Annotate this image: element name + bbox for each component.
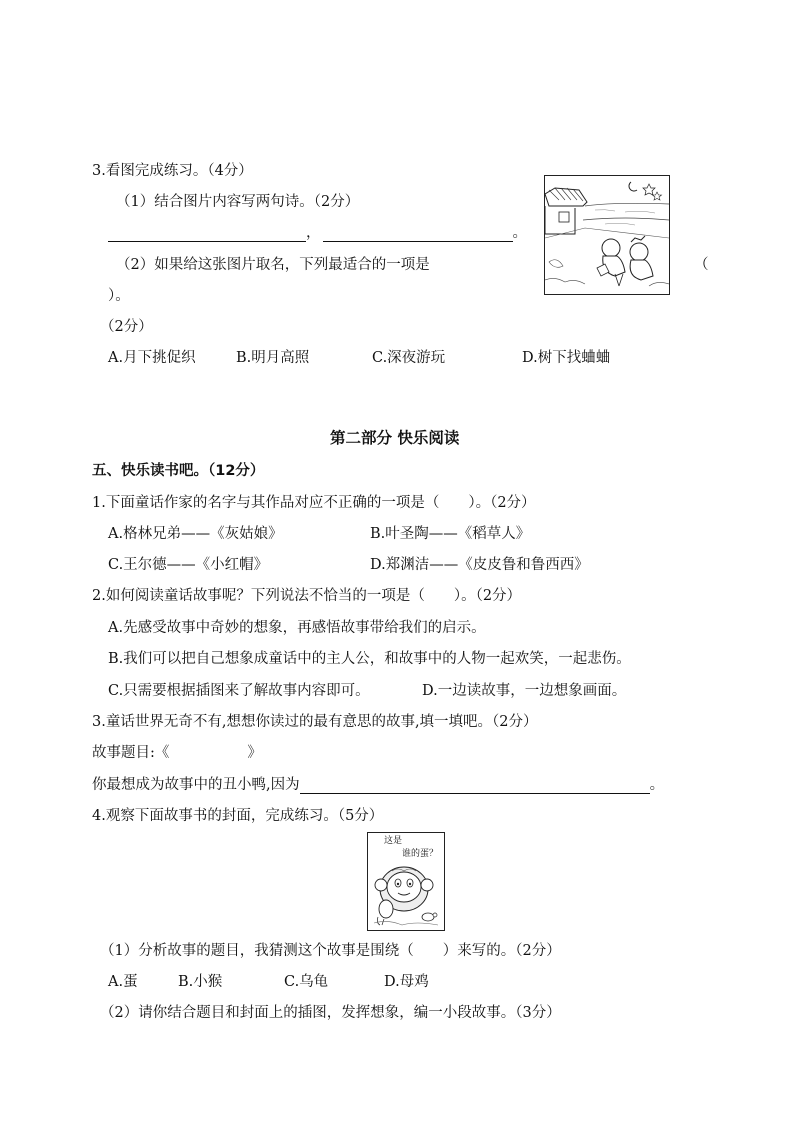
q3-option-a[interactable]: A.月下挑促织 <box>108 350 196 366</box>
s5-q1-option-a[interactable]: A.格林兄弟——《灰姑娘》 <box>108 526 283 542</box>
book-cover-illustration <box>367 832 445 931</box>
s5-q1-option-c[interactable]: C.王尔德——《小红帽》 <box>108 557 269 573</box>
night-scene-drawing <box>545 176 669 294</box>
s5-q4-option-a[interactable]: A.蛋 <box>108 974 138 990</box>
q3-score: （2分） <box>100 319 153 335</box>
q3-sub2: （2）如果给这张图片取名，下列最适合的一项是 <box>116 257 430 273</box>
s5-q4-sub1: （1）分析故事的题目，我猜测这个故事是围绕（ ）来写的。（2分） <box>100 943 561 959</box>
s5-q1-option-d[interactable]: D.郑渊洁——《皮皮鲁和鲁西西》 <box>370 557 589 573</box>
answer-blank-1[interactable] <box>108 225 306 242</box>
q3-sub2-end: ）。 <box>108 288 130 304</box>
s5-q3-stem: 3.童话世界无奇不有,想想你读过的最有意思的故事,填一填吧。（2分） <box>92 714 538 730</box>
s5-q4-option-b[interactable]: B.小猴 <box>178 974 223 990</box>
q3-sub2-paren: （ <box>694 257 709 273</box>
s5-q2-stem: 2.如何阅读童话故事呢？下列说法不恰当的一项是（ ）。（2分） <box>92 588 522 604</box>
s5-q2-option-d[interactable]: D.一边读故事，一边想象画面。 <box>422 683 627 699</box>
q3-option-c[interactable]: C.深夜游玩 <box>372 350 446 366</box>
reason-end: 。 <box>649 777 665 793</box>
s5-q4-stem: 4.观察下面故事书的封面，完成练习。（5分） <box>92 808 384 824</box>
s5-q3-reason <box>92 776 664 794</box>
part2-title: 第二部分 快乐阅读 <box>330 429 460 447</box>
q3-option-b[interactable]: B.明月高照 <box>236 350 310 366</box>
q3-option-d[interactable]: D.树下找蛐蛐 <box>522 350 611 366</box>
section5-heading: 五、快乐读书吧。（12分） <box>92 463 265 479</box>
story-title-close: 》 <box>247 745 262 761</box>
s5-q4-sub2: （2）请你结合题目和封面上的插图，发挥想象，编一小段故事。（3分） <box>100 1005 561 1021</box>
s5-q4-option-d[interactable]: D.母鸡 <box>384 974 429 990</box>
s5-q4-option-c[interactable]: C.乌龟 <box>284 974 329 990</box>
s5-q2-option-c[interactable]: C.只需要根据插图来了解故事内容即可。 <box>108 683 370 699</box>
period: 。 <box>512 225 527 241</box>
night-scene-illustration <box>544 175 670 295</box>
s5-q1-option-b[interactable]: B.叶圣陶——《稻草人》 <box>370 526 531 542</box>
answer-blank-2[interactable] <box>323 225 513 242</box>
cover-title-line1: 这是 <box>384 836 403 846</box>
s5-q3-story-title <box>92 744 262 762</box>
story-title-label: 故事题目:《 <box>92 745 170 761</box>
q3-title: 3.看图完成练习。（4分） <box>92 163 253 179</box>
s5-q2-option-b[interactable]: B.我们可以把自己想象成童话中的主人公，和故事中的人物一起欢笑，一起悲伤。 <box>108 651 631 667</box>
q3-answer-lines <box>108 224 527 242</box>
reason-label: 你最想成为故事中的丑小鸭,因为 <box>92 777 300 793</box>
reason-blank[interactable] <box>300 777 650 794</box>
comma: ， <box>306 225 321 241</box>
s5-q1-stem: 1.下面童话作家的名字与其作品对应不正确的一项是（ ）。（2分） <box>92 495 536 511</box>
cover-title-line2: 谁的蛋？ <box>402 849 439 859</box>
monkey-egg-drawing <box>368 833 444 930</box>
q3-sub1: （1）结合图片内容写两句诗。（2分） <box>116 194 360 210</box>
s5-q2-option-a[interactable]: A.先感受故事中奇妙的想象，再感悟故事带给我们的启示。 <box>108 620 486 636</box>
